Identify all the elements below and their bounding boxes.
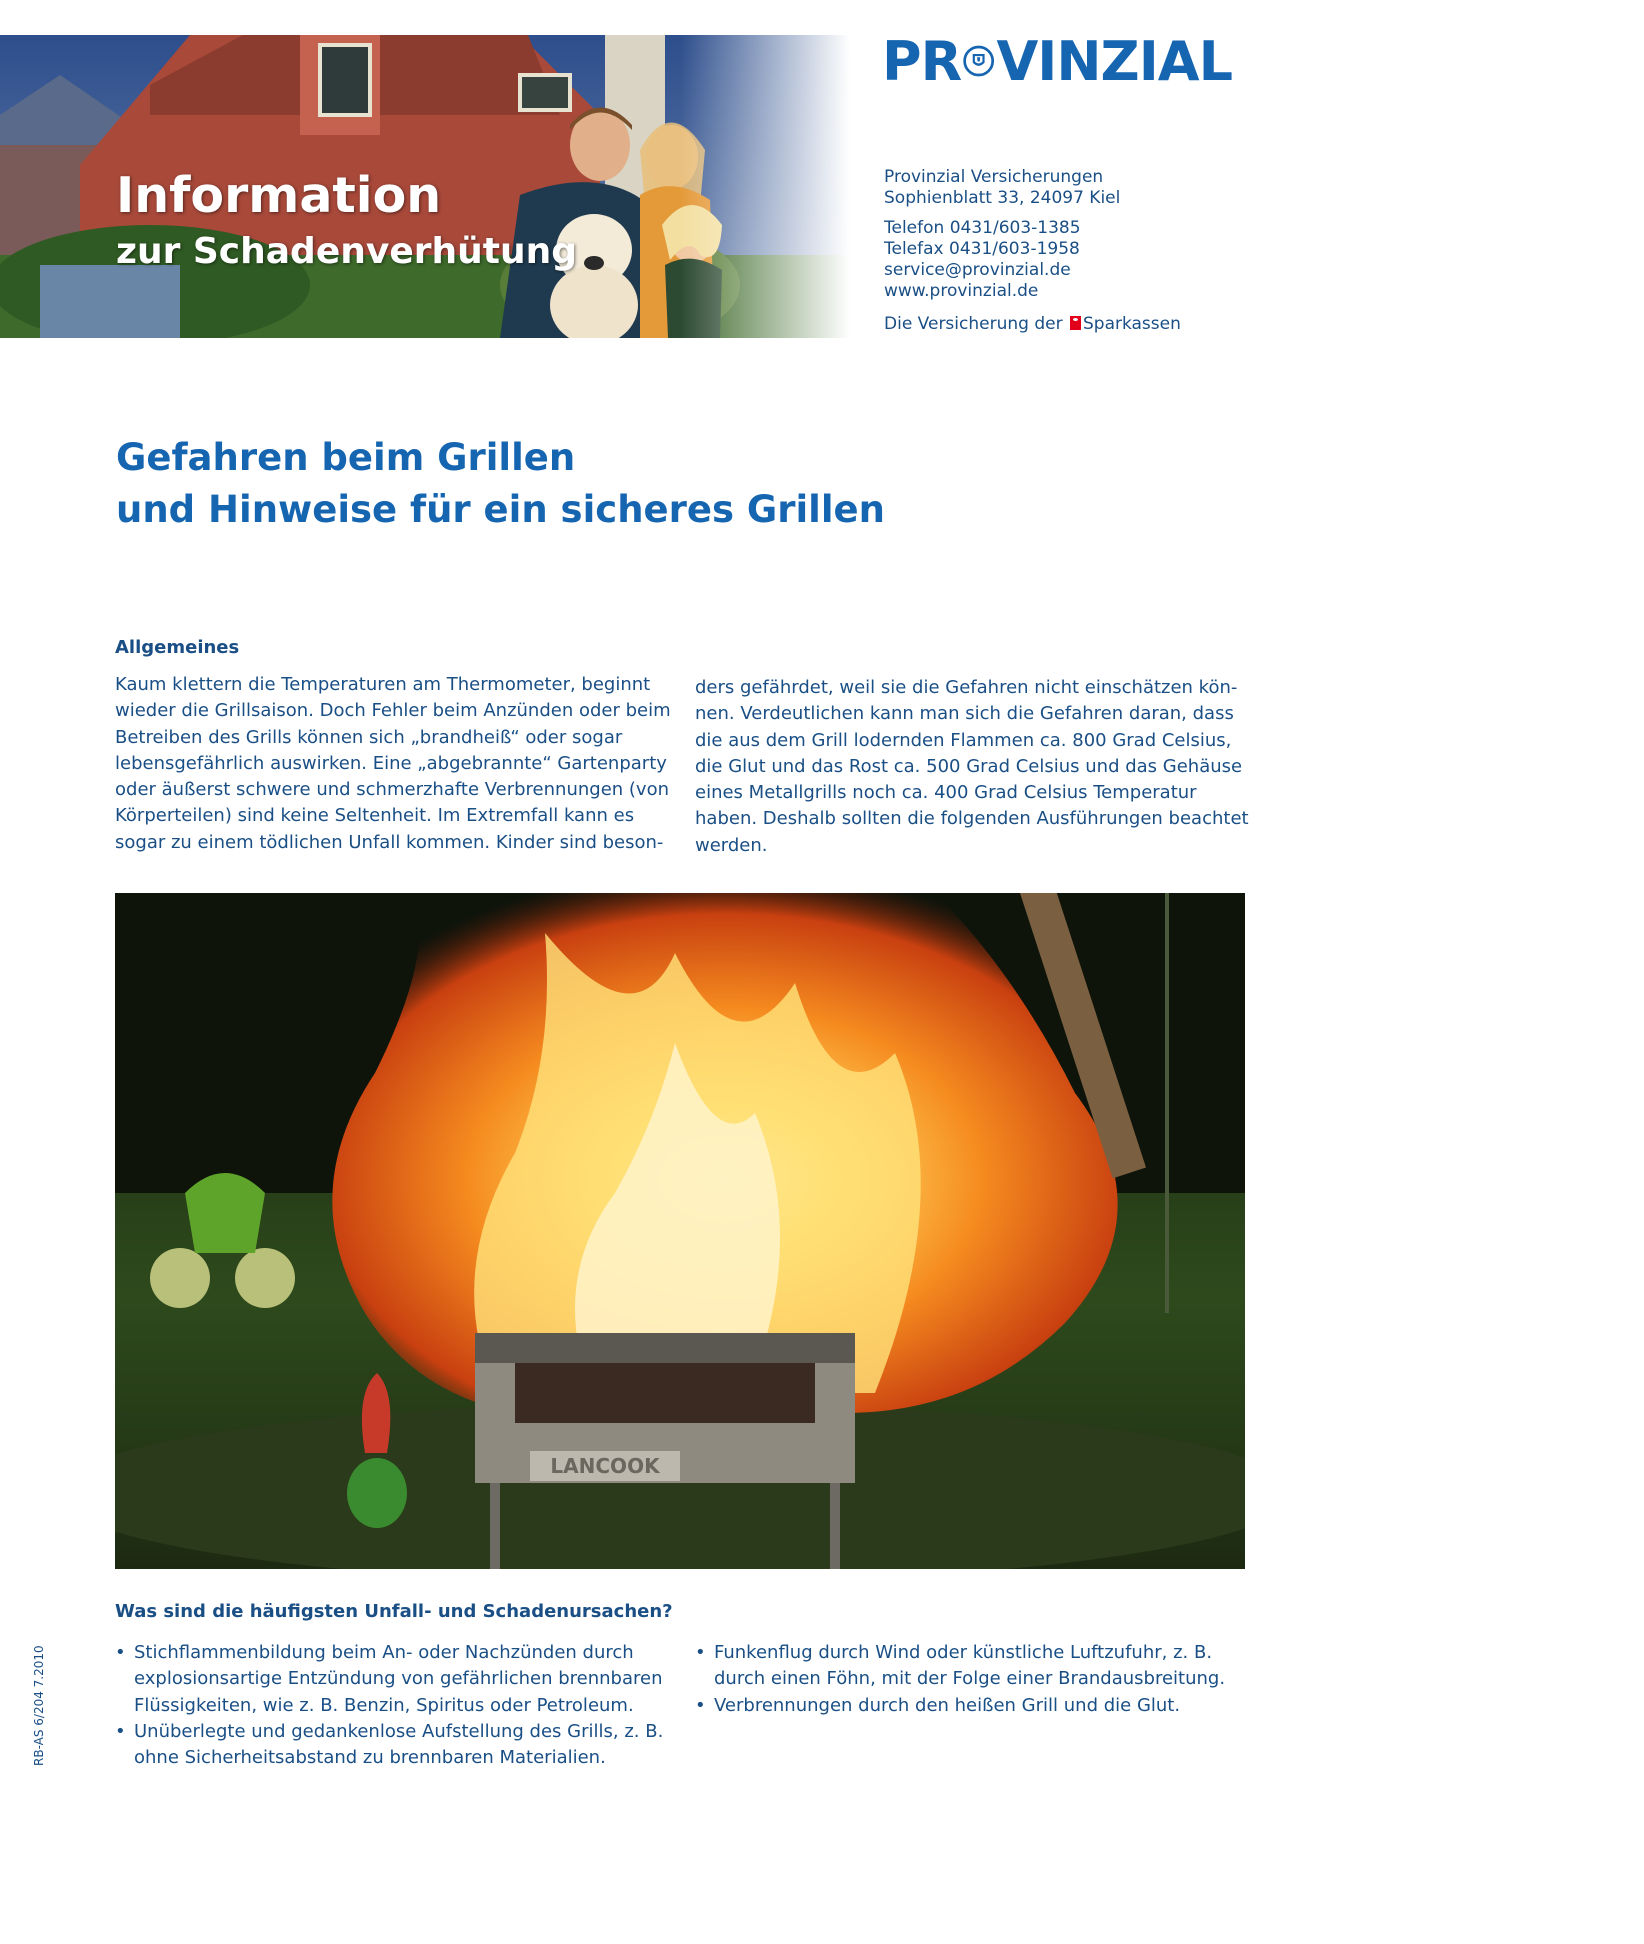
header-banner-image: [0, 35, 850, 338]
text-line: explosionsartige Entzündung von gefährlichen brennbaren: [134, 1668, 663, 1690]
sparkasse-icon: [1070, 316, 1081, 330]
text-line: nen. Verdeutlichen kann man sich die Gefahren daran, dass: [695, 703, 1234, 725]
provinzial-logo: [882, 30, 1232, 92]
text-line: werden.: [695, 834, 768, 856]
section-title-general: Allgemeines: [115, 637, 240, 658]
email-address: service@provinzial.de: [884, 260, 1071, 280]
text-line: ders gefährdet, weil sie die Gefahren nicht einschätzen kön-: [695, 677, 1238, 698]
tagline-brand: Sparkassen: [1082, 314, 1181, 334]
text-line: Flüssigkeiten, wie z. B. Benzin, Spiritus oder Petroleum.: [134, 1694, 634, 1716]
phone-number: Telefon 0431/603-1385: [884, 218, 1081, 238]
text-line: ohne Sicherheitsabstand zu brennbaren Materialien.: [134, 1747, 606, 1769]
logo-text-left: PR: [882, 29, 962, 93]
text-line: die aus dem Grill lodernden Flammen ca. 800 Grad Celsius,: [695, 729, 1232, 751]
document-code: RB-AS 6/204 7.2010: [32, 1645, 46, 1766]
tagline-prefix: Die Versicherung der: [884, 314, 1063, 334]
text-line: lebensgefährlich auswirken. Eine „abgebrannte“ Gartenparty: [115, 752, 667, 774]
section-title-causes: Was sind die häufigsten Unfall- und Schadenursachen?: [115, 1601, 673, 1622]
general-column-1: [115, 672, 671, 856]
document-headline: [116, 432, 885, 536]
list-item: [695, 1693, 1225, 1719]
text-line: wieder die Grillsaison. Doch Fehler beim Anzünden oder beim: [115, 700, 671, 722]
website-url: www.provinzial.de: [884, 281, 1039, 301]
contact-block: [884, 167, 1181, 335]
text-line: oder äußerst schwere und schmerzhafte Verbrennungen (von: [115, 779, 669, 801]
text-line: sogar zu einem tödlichen Unfall kommen. Kinder sind beson-: [115, 831, 664, 853]
list-item: [695, 1640, 1225, 1693]
fire-illustration: [115, 893, 1245, 1569]
list-item: [115, 1719, 663, 1772]
text-line: Körperteilen) sind keine Seltenheit. Im Extremfall kann es: [115, 805, 635, 827]
text-line: • Unüberlegte und gedankenlose Aufstellung des Grills, z. B.: [134, 1720, 664, 1742]
coat-of-arms-icon: [963, 32, 994, 90]
causes-list-column-1: [115, 1640, 663, 1771]
banner-subtitle: zur Schadenverhütung: [116, 231, 578, 272]
list-item: [115, 1640, 663, 1719]
text-line: haben. Deshalb sollten die folgenden Ausführungen beachtet: [695, 808, 1249, 830]
company-name: Provinzial Versicherungen: [884, 167, 1104, 187]
text-line: • Funkenflug durch Wind oder künstliche Luftzufuhr, z. B.: [714, 1642, 1213, 1663]
text-line: • Verbrennungen durch den heißen Grill und die Glut.: [714, 1694, 1181, 1716]
burning-grill-photo: [115, 893, 1245, 1569]
sparkassen-tagline: [884, 314, 1181, 335]
text-line: Kaum klettern die Temperaturen am Thermometer, beginnt: [115, 674, 651, 695]
headline-line-2: und Hinweise für ein sicheres Grillen: [116, 488, 885, 531]
company-address: Sophienblatt 33, 24097 Kiel: [884, 188, 1121, 208]
causes-list-column-2: [695, 1640, 1225, 1719]
banner-fade: [680, 35, 850, 338]
logo-text-right: VINZIAL: [996, 29, 1232, 93]
headline-line-1: Gefahren beim Grillen: [116, 436, 576, 479]
general-column-2: [695, 675, 1249, 859]
text-line: Betreiben des Grills können sich „brandheiß“ oder sogar: [115, 726, 623, 748]
banner-title: Information: [116, 167, 442, 224]
text-line: eines Metallgrills noch ca. 400 Grad Celsius Temperatur: [695, 782, 1197, 804]
text-line: die Glut und das Rost ca. 500 Grad Celsius und das Gehäuse: [695, 755, 1243, 777]
text-line: • Stichflammenbildung beim An- oder Nachzünden durch: [134, 1642, 634, 1663]
grill-brand-label: LANCOOK: [550, 1454, 660, 1478]
fax-number: Telefax 0431/603-1958: [884, 239, 1080, 259]
text-line: durch einen Föhn, mit der Folge einer Brandausbreitung.: [714, 1668, 1226, 1690]
